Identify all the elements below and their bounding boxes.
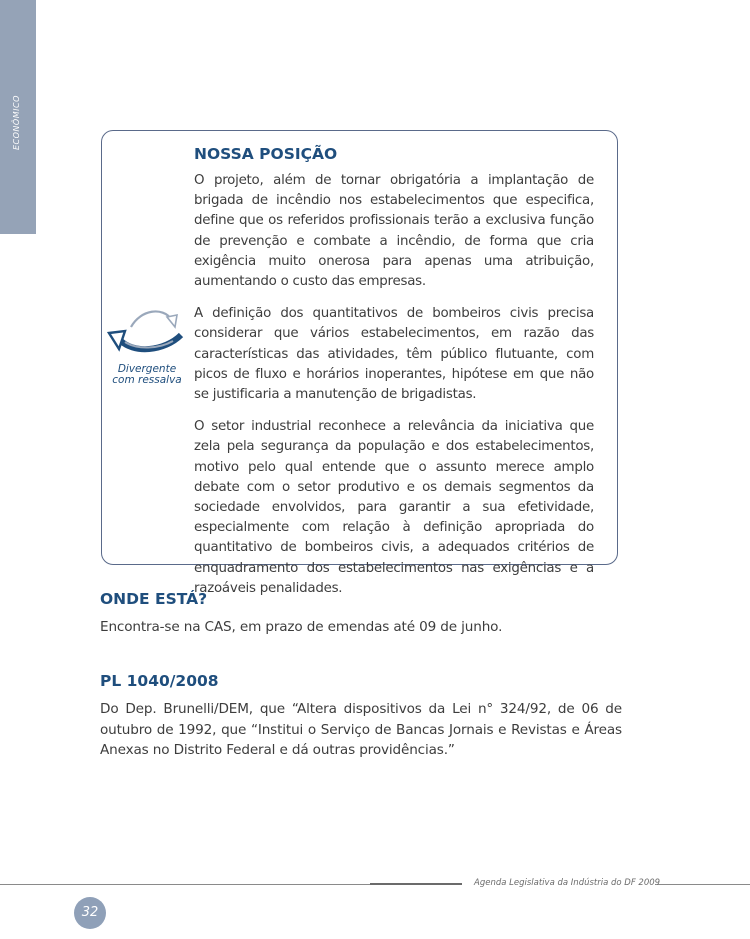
footer-rule-right	[657, 884, 750, 885]
position-content	[194, 145, 594, 611]
pl-text: Do Dep. Brunelli/DEM, que “Altera dispositivos da Lei n° 324/92, de 06 de outubro de 1992, que “Institui o Serviço de Bancas Jornais e Revistas e Áreas Anexas no Distrito Federal e dá outras providências.”	[100, 701, 622, 758]
pl-title: PL 1040/2008	[100, 672, 219, 690]
page-number: 32	[74, 897, 106, 929]
onde-esta-title: ONDE ESTÁ?	[100, 590, 208, 608]
badge-label-line2: com ressalva	[112, 374, 182, 386]
position-paragraph-2: A definição dos quantitativos de bombeiros civis precisa considerar que vários estabelecimentos, em razão das características das atividades, têm público flutuante, com picos de fluxo e horários inoperantes, hipótese em que não se justificaria a manutenção de brigadistas.	[194, 306, 594, 403]
section-side-tab	[0, 0, 36, 234]
position-title: NOSSA POSIÇÃO	[194, 145, 338, 163]
position-paragraph-1: O projeto, além de tornar obrigatória a implantação de brigada de incêndio nos estabelecimentos que especifica, define que os referidos profissionais terão a exclusiva função de prevenção e combate a incêndio, de forma que cria exigência muito onerosa para apenas uma atribuição, aumentando o custo das empresas.	[194, 173, 594, 290]
divergent-badge	[107, 305, 187, 395]
pl-section	[100, 672, 622, 761]
section-tab-label: ECONÔMICO	[12, 95, 21, 150]
footer-publication-title: Agenda Legislativa da Indústria do DF 2009	[474, 878, 661, 888]
position-paragraph-3: O setor industrial reconhece a relevância da iniciativa que zela pela segurança da população e dos estabelecimentos, motivo pelo qual entende que o assunto merece amplo debate com o setor produtivo e os demais segmentos da sociedade envolvidos, para garantir a sua efetividade, especialmente com relação à definição apropriada do quantitativo de bombeiros civis, a adequados critérios de enquadramento dos estabelecimentos nas exigências e a razoáveis penalidades.	[194, 419, 594, 596]
badge-label-line1: Divergente	[117, 363, 177, 375]
onde-esta-text: Encontra-se na CAS, em prazo de emendas até 09 de junho.	[100, 619, 503, 635]
footer-rule-accent	[370, 883, 462, 885]
badge-label	[107, 364, 187, 386]
divergent-arrows-icon	[107, 305, 187, 363]
onde-esta-section	[100, 590, 622, 638]
